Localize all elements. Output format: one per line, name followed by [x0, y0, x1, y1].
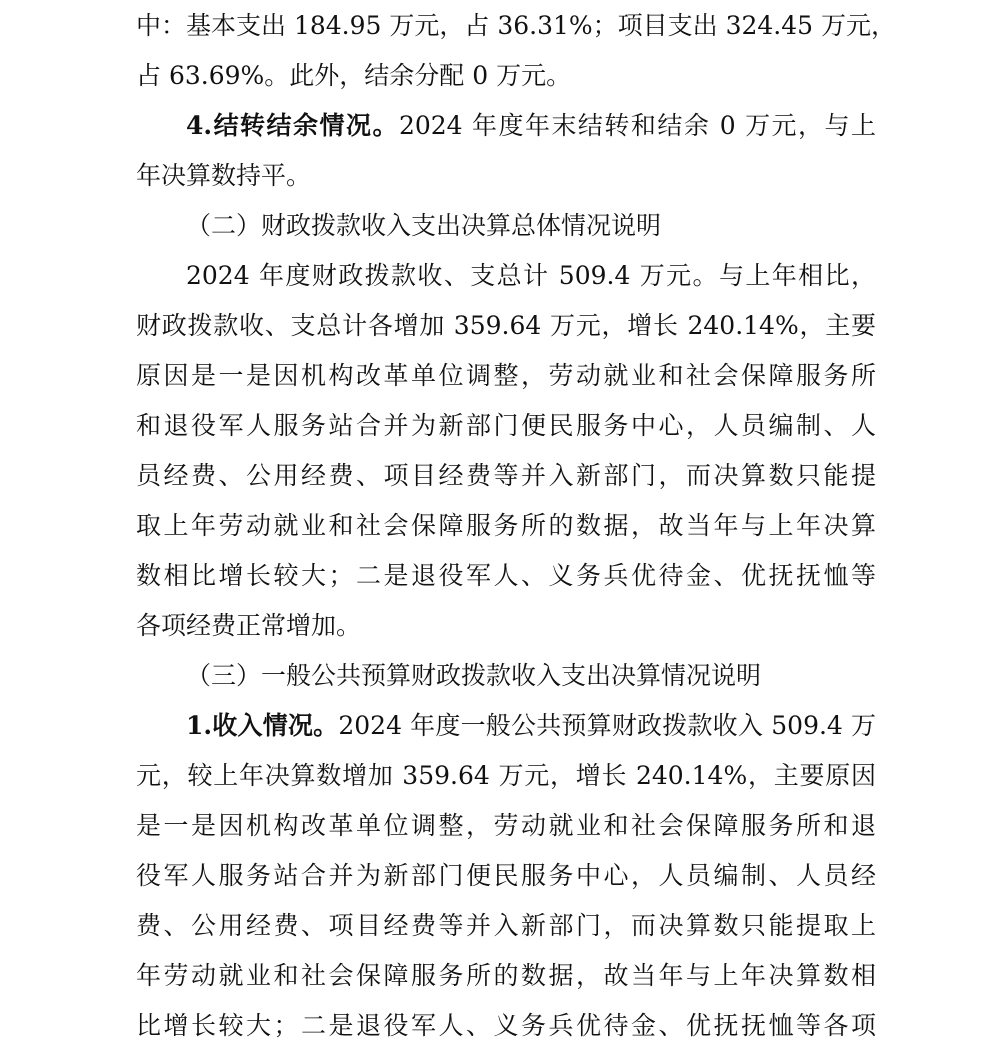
paragraph-line: 费、公用经费、项目经费等并入新部门，而决算数只能提取上 — [136, 911, 876, 940]
paragraph-line: 取上年劳动就业和社会保障服务所的数据，故当年与上年决算 — [136, 511, 876, 540]
paragraph-line: 年决算数持平。 — [136, 161, 312, 190]
paragraph-line: 原因是一是因机构改革单位调整，劳动就业和社会保障服务所 — [136, 361, 876, 390]
paragraph-line: 数相比增长较大；二是退役军人、义务兵优待金、优抚抚恤等 — [136, 561, 876, 590]
paragraph-line: 各项经费正常增加。 — [136, 611, 362, 640]
paragraph-line — [186, 106, 876, 146]
paragraph-text: 2024 年度年末结转和结余 0 万元，与上 — [398, 111, 877, 140]
paragraph-line: 占 63.69%。此外，结余分配 0 万元。 — [136, 61, 572, 90]
paragraph-line: 和退役军人服务站合并为新部门便民服务中心，人员编制、人 — [136, 411, 876, 440]
paragraph-line: 役军人服务站合并为新部门便民服务中心，人员编制、人员经 — [136, 861, 876, 890]
section-label-income: 1.收入情况。 — [186, 711, 339, 740]
section-label-carryover: 4.结转结余情况。 — [186, 111, 399, 140]
paragraph-line: 元，较上年决算数增加 359.64 万元，增长 240.14%，主要原因 — [136, 761, 876, 790]
paragraph-text: 2024 年度一般公共预算财政拨款收入 509.4 万 — [338, 711, 876, 740]
paragraph-line: 是一是因机构改革单位调整，劳动就业和社会保障服务所和退 — [136, 811, 876, 840]
paragraph-line: 2024 年度财政拨款收、支总计 509.4 万元。与上年相比， — [186, 261, 876, 290]
paragraph-line: 年劳动就业和社会保障服务所的数据，故当年与上年决算数相 — [136, 961, 876, 990]
section-heading: （三）一般公共预算财政拨款收入支出决算情况说明 — [186, 661, 762, 690]
paragraph-line: 财政拨款收、支总计各增加 359.64 万元，增长 240.14%，主要 — [136, 311, 876, 340]
paragraph-line: 员经费、公用经费、项目经费等并入新部门，而决算数只能提 — [136, 461, 876, 490]
section-heading: （二）财政拨款收入支出决算总体情况说明 — [186, 211, 662, 240]
paragraph-line — [186, 706, 876, 746]
paragraph-line: 比增长较大；二是退役军人、义务兵优待金、优抚抚恤等各项 — [136, 1011, 876, 1040]
paragraph-line: 中：基本支出 184.95 万元，占 36.31%；项目支出 324.45 万元， — [136, 11, 897, 40]
